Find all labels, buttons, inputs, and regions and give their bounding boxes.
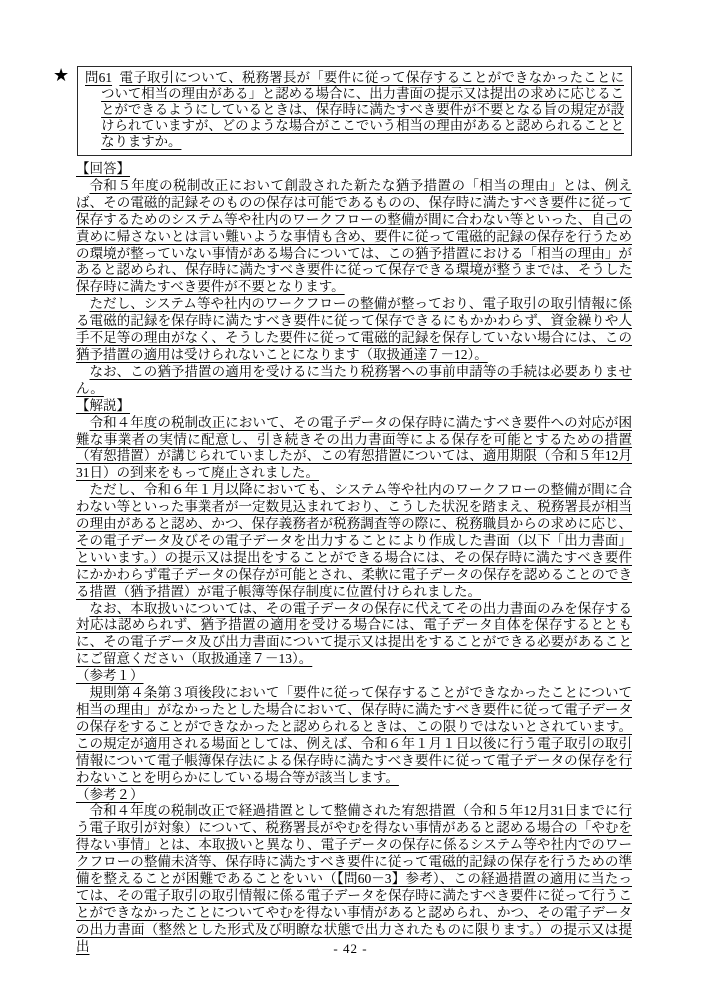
paragraph: 規則第４条第３項後段において「要件に従って保存することができなかったことについて相当の理由」がなかったとした場合において、保存時に満たすべき要件に従って電子データの保存をすることができなかったと認められるときは、この限りではないとされています。この規定が適用される場面としては、例えば、令和６年１月１日以後に行う電子取引の取引情報について電子帳簿保存法による保存時に満たすべき要件に従って電子データの保存を行わないことを明らかにしている場合等が該当します。 [76,685,632,785]
document-page [76,66,632,956]
paragraph: 令和４年度の税制改正において、その電子データの保存時に満たすべき要件への対応が困難な事業者の実情に配意し、引き続きその出力書面等による保存を可能とするための措置（宥恕措置）が講じられていましたが、この宥恕措置については、適用期限（令和５年12月31日）の到来をもって廃止されました。 [76,414,632,481]
section-answer [76,161,632,398]
section-explanation [76,398,632,669]
section-reference-1 [76,668,632,786]
paragraph: 令和５年度の税制改正において創設された新たな猶予措置の「相当の理由」とは、例えば、その電磁的記録そのものの保存は可能であるものの、保存時に満たすべき要件に従って保存するためのシステム等や社内のワークフローの整備が間に合わない等といった、自己の責めに帰さないとは言い難いような事情も含め、要件に従って電磁的記録の保存を行うための環境が整っていない事情がある場合については、この猶予措置における「相当の理由」があると認められ、保存時に満たすべき要件に従って保存できる環境が整うまでは、そうした保存時に満たすべき要件が不要となります。 [76,177,632,295]
question-number: 問61 [85,70,113,85]
question-text: 電子取引について、税務署長が「要件に従って保存することができなかったことについて相当の理由がある」と認める場合に、出力書面の提示又は提出の求めに応じることができるようにしているときは、保存時に満たすべき要件が不要となる旨の規定が設けられていますが、どのような場合がここでいう相当の理由があると認められることとなりますか。 [101,70,624,149]
reference-2-heading: （参考２） [76,786,144,802]
answer-heading: 【回答】 [76,161,130,176]
page-number: - 42 - [333,941,368,956]
star-icon: ★ [53,65,70,85]
question-box [77,66,632,156]
paragraph: 令和４年度の税制改正で経過措置として整備された宥恕措置（令和５年12月31日までに行う電子取引が対象）について、税務署長がやむを得ない事情があると認める場合の「やむを得ない事情」とは、本取扱いと異なり、電子データの保存に係るシステム等や社内でのワークフローの整備未済等、保存時に満たすべき要件に従って電磁的記録の保存を行うための準備を整えることが困難であることをいい（【問60－3】参考）、この経過措置の適用に当たっては、その電子取引の取引情報に係る電子データを保存時に満たすべき要件に従って行うことができなかったことについてやむを得ない事情があると認められ、かつ、その電子データの出力書面（整然とした形式及び明瞭な状態で出力されたものに限ります。）の提示又は提出 [76,803,632,954]
paragraph: ただし、令和６年１月以降においても、システム等や社内のワークフローの整備が間に合わない等といった事業者が一定数見込まれており、こうした状況を踏まえ、税務署長が相当の理由があると認め、かつ、保存義務者が税務調査等の際に、税務職員からの求めに応じ、その電子データ及びその電子データを出力することにより作成した書面（以下「出力書面」といいます。）の提示又は提出をすることができる場合には、その保存時に満たすべき要件にかかわらず電子データの保存が可能とされ、柔軟に電子データの保存を認めることのできる措置（猶予措置）が電子帳簿等保存制度に位置付けられました。 [76,482,632,599]
paragraph: ただし、システム等や社内のワークフローの整備が整っており、電子取引の取引情報に係る電磁的記録を保存時に満たすべき要件に従って保存できるにもかかわらず、資金繰りや人手不足等の理由がなく、そうした要件に従って電磁的記録を保存していない場合には、この猶予措置の適用は受けられないことになります（取扱通達７－12）。 [76,296,632,362]
question-paragraph [85,70,624,150]
paragraph: なお、本取扱いについては、その電子データの保存に代えてその出力書面のみを保存する対応は認められず、猶予措置の適用を受ける場合には、電子データ自体を保存するとともに、その電子データ及び出力書面について提示又は提出をすることができる必要があることにご留意ください（取扱通達７－13）。 [76,600,632,667]
reference-1-heading: （参考１） [76,668,144,684]
document-body [76,161,632,956]
section-reference-2 [76,787,632,956]
explanation-heading: 【解説】 [76,397,130,413]
paragraph: なお、この猶予措置の適用を受けるに当たり税務署への事前申請等の手続は必要ありません。 [76,363,632,396]
